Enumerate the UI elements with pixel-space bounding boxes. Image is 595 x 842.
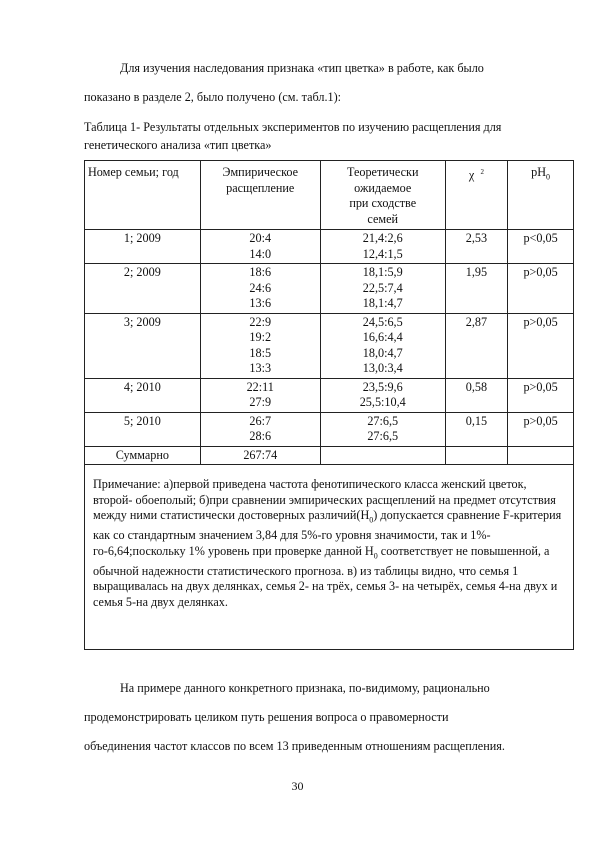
cell-p: p>0,05 — [508, 264, 574, 314]
cell-chi: 1,95 — [445, 264, 508, 314]
summary-empty-cell — [508, 446, 574, 465]
cell-family: 1; 2009 — [85, 230, 201, 264]
closing-paragraph — [84, 674, 544, 761]
table-note: Примечание: а)первой приведена частота фенотипического класса женский цветок, второй- обоеполый; б)при сравнении эмпирических расщеплений на предмет отсутствия между ними статистически достоверных $различий(H_0)$ допускается сравнение F-критерия как со стандартным значением 3,84 для 5%-го уровня значимости, так и 1%-го-6,64;поскольку 1% уровень при проверке данной $H_0$ соответствует не повышенной, а обычной надежности статистического прогноза. в) из таблицы видно, что семья 1 выращивалась на двух делянках, семья 2- на трёх, семья 3- на четырёх, семья 4-на двух и семья 5-на двух делянках. — [85, 465, 574, 650]
cell-empirical: 26:7 28:6 — [200, 412, 320, 446]
text-line: объединения частот классов по всем 13 приведенным отношениям расщепления. — [84, 739, 505, 753]
cell-theoretical: 21,4:2,6 12,4:1,5 — [320, 230, 445, 264]
cell-p: p>0,05 — [508, 313, 574, 378]
intro-paragraph — [84, 54, 544, 112]
cell-family: 3; 2009 — [85, 313, 201, 378]
table-row — [85, 313, 574, 378]
cell-empirical: 18:6 24:6 13:6 — [200, 264, 320, 314]
cell-chi: 0,15 — [445, 412, 508, 446]
cell-p: p>0,05 — [508, 412, 574, 446]
cell-empirical: 22:11 27:9 — [200, 378, 320, 412]
cell-p: p<0,05 — [508, 230, 574, 264]
cell-empirical: 20:4 14:0 — [200, 230, 320, 264]
cell-empirical: 22:9 19:2 18:5 13:3 — [200, 313, 320, 378]
header-chi-square: χ $^2$ — [445, 161, 508, 230]
summary-empty-cell — [445, 446, 508, 465]
header-p-h0: $pH_0$ — [508, 161, 574, 230]
summary-row — [85, 446, 574, 465]
cell-theoretical: 23,5:9,6 25,5:10,4 — [320, 378, 445, 412]
cell-chi: 2,87 — [445, 313, 508, 378]
header-theoretical: Теоретически ожидаемое при сходстве семей — [320, 161, 445, 230]
cell-chi: 2,53 — [445, 230, 508, 264]
cell-p: p>0,05 — [508, 378, 574, 412]
caption-line: Таблица 1- Результаты отдельных экспериментов по изучению расщепления для — [84, 120, 502, 134]
header-empirical: Эмпирическое расщепление — [200, 161, 320, 230]
text-line: Для изучения наследования признака «тип цветка» в работе, как было — [120, 61, 484, 75]
cell-theoretical: 18,1:5,9 22,5:7,4 18,1:4,7 — [320, 264, 445, 314]
text-line: продемонстрировать целиком путь решения вопроса о правомерности — [84, 710, 449, 724]
table-row — [85, 412, 574, 446]
cell-family: 4; 2010 — [85, 378, 201, 412]
results-table — [84, 160, 574, 650]
table-row — [85, 264, 574, 314]
page-number: 30 — [291, 779, 304, 793]
summary-empirical: 267:74 — [200, 446, 320, 465]
note-row — [85, 465, 574, 650]
table-header-row — [85, 161, 574, 230]
cell-family: 2; 2009 — [85, 264, 201, 314]
table-row — [85, 378, 574, 412]
caption-line: генетического анализа «тип цветка» — [84, 138, 272, 152]
cell-family: 5; 2010 — [85, 412, 201, 446]
text-line: показано в разделе 2, было получено (см. табл.1): — [84, 90, 342, 104]
cell-theoretical: 27:6,5 27:6,5 — [320, 412, 445, 446]
table-caption — [84, 118, 554, 154]
text-line: На примере данного конкретного признака, по-видимому, рационально — [120, 681, 490, 695]
table-row — [85, 230, 574, 264]
cell-chi: 0,58 — [445, 378, 508, 412]
header-family: Номер семьи; год — [85, 161, 201, 230]
summary-label: Суммарно — [85, 446, 201, 465]
cell-theoretical: 24,5:6,5 16,6:4,4 18,0:4,7 13,0:3,4 — [320, 313, 445, 378]
summary-empty-cell — [320, 446, 445, 465]
